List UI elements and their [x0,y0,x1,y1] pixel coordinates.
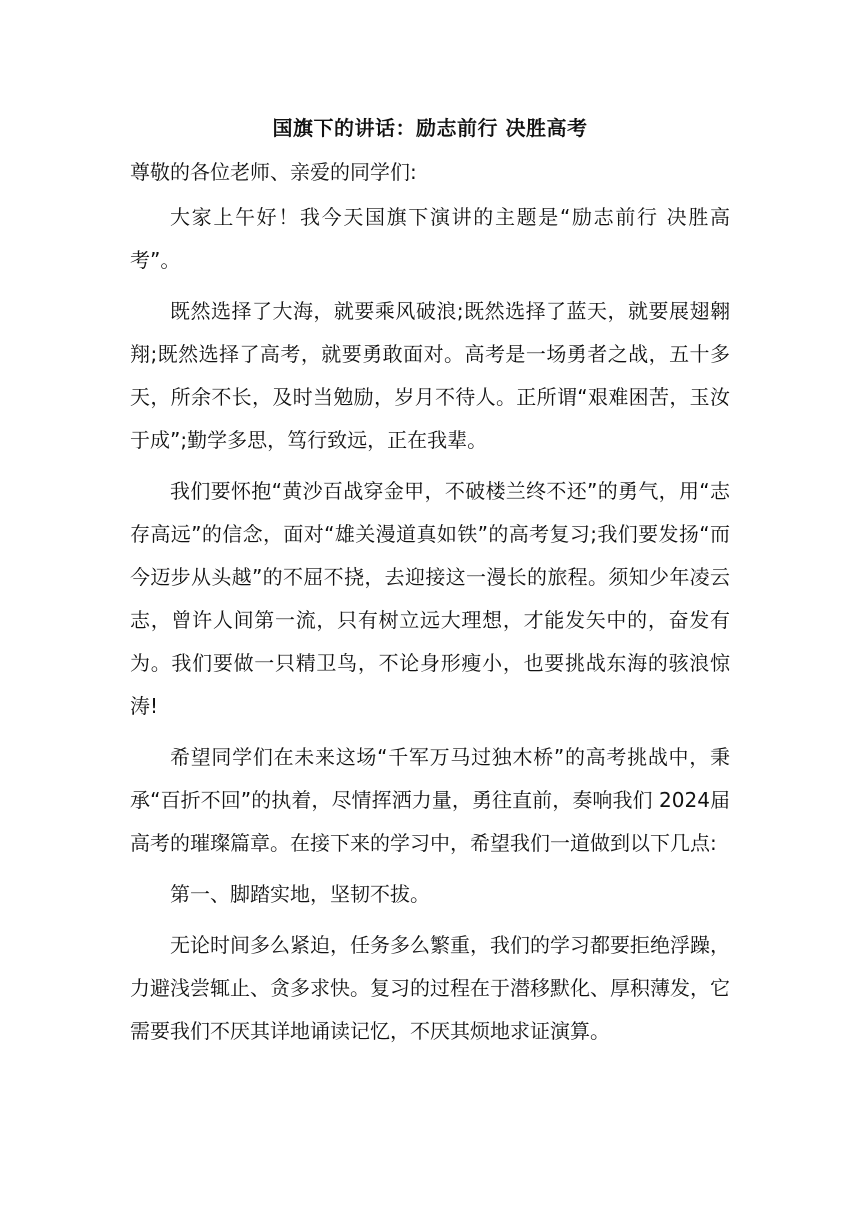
paragraph-sea-sky: 既然选择了大海，就要乘风破浪;既然选择了蓝天，就要展翅翱翔;既然选择了高考，就要勇敢面对。高考是一场勇者之战，五十多天，所余不长，及时当勉励，岁月不待人。正所谓“艰难困苦，玉汝于成”;勤学多思，笃行致远，正在我辈。 [130,299,730,452]
paragraph-greeting: 大家上午好！我今天国旗下演讲的主题是“励志前行 决胜高考”。 [130,205,730,272]
paragraph-point-one-heading: 第一、脚踏实地，坚韧不拔。 [170,882,430,906]
paragraph-point-one-body: 无论时间多么紧迫，任务多么繁重，我们的学习都要拒绝浮躁，力避浅尝辄止、贪多求快。复习的过程在于潜移默化、厚积薄发，它需要我们不厌其详地诵读记忆，不厌其烦地求证演算。 [130,933,730,1043]
paragraph-courage: 我们要怀抱“黄沙百战穿金甲，不破楼兰终不还”的勇气，用“志存高远”的信念，面对“雄关漫道真如铁”的高考复习;我们要发扬“而今迈步从头越”的不屈不挠，去迎接这一漫长的旅程。须知少年凌云志，曾许人间第一流，只有树立远大理想，才能发矢中的，奋发有为。我们要做一只精卫鸟，不论身形瘦小，也要挑战东海的骇浪惊涛! [130,479,730,718]
salutation: 尊敬的各位老师、亲爱的同学们: [130,160,417,184]
document-title: 国旗下的讲话：励志前行 决胜高考 [272,116,588,140]
paragraph-hope: 希望同学们在未来这场“千军万马过独木桥”的高考挑战中，秉承“百折不回”的执着，尽情挥洒力量，勇往直前，奏响我们 2024届高考的璀璨篇章。在接下来的学习中，希望我们一道做到以下几点: [130,745,730,855]
